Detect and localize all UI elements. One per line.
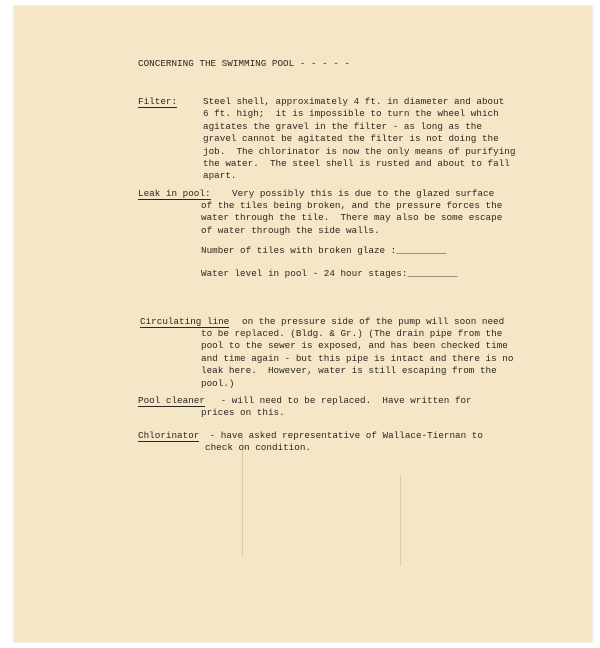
water-level-line: Water level in pool - 24 hour stages:_________	[201, 268, 458, 279]
paper-crease	[400, 476, 401, 566]
chlorinator-text: check on condition.	[205, 442, 312, 453]
chlorinator-label: Chlorinator	[138, 430, 200, 441]
pool-cleaner-text: prices on this.	[201, 407, 285, 418]
circulating-first-line: on the pressure side of the pump will soon need	[242, 316, 505, 327]
document-heading: CONCERNING THE SWIMMING POOL - - - - -	[138, 58, 351, 69]
chlorinator-first-line: - have asked representative of Wallace-Tiernan to	[204, 430, 483, 441]
filter-text: Steel shell, approximately 4 ft. in diameter and about 6 ft. high; it is impossible to turn the wheel which agitates the gravel in the filter - as long as the gravel cannot be agitated the filter is not doing the job. The chlorinator is now the only means of purifying the water. The steel shell is rusted and about to fall apart.	[203, 96, 516, 182]
pool-cleaner-label: Pool cleaner	[138, 395, 205, 406]
filter-label: Filter:	[138, 96, 178, 107]
circulating-text: to be replaced. (Bldg. & Gr.) (The drain pipe from the pool to the sewer is exposed, and has been checked time and time again - but this pipe is intact and there is no leak here. However, water is still escaping from the pool.)	[201, 328, 514, 389]
leak-text: of the tiles being broken, and the pressure forces the water through the tile. There may also be some escape of water through the side walls.	[201, 200, 503, 236]
leak-first-line: Very possibly this is due to the glazed surface	[232, 188, 495, 199]
circulating-label: Circulating line	[140, 316, 230, 327]
leak-label: Leak in pool:	[138, 188, 211, 199]
broken-tiles-line: Number of tiles with broken glaze :_________	[201, 245, 447, 256]
pool-cleaner-first-line: - will need to be replaced. Have written for	[215, 395, 472, 406]
